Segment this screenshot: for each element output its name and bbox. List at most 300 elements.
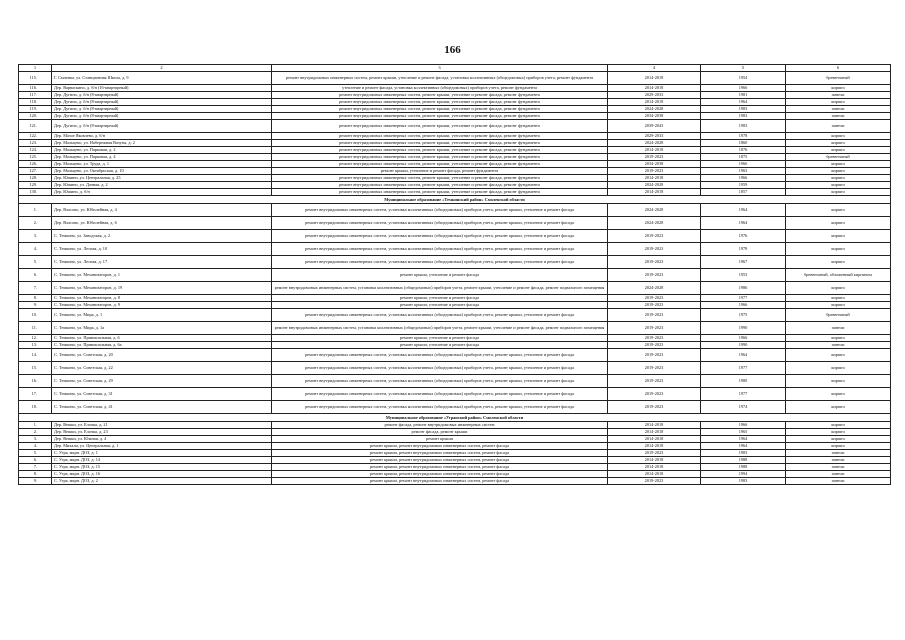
- build-year-cell: 1977: [701, 295, 786, 302]
- build-year-cell: 1994: [701, 471, 786, 478]
- repair-works-cell: ремонт внутридомовых инженерных систем, установка коллективных (общедомовых) приборов учета, ремонт крыши, утепление и ремонт фасада: [272, 204, 608, 217]
- address-cell: С. Темкино, ул. Лесная, д. 17: [52, 256, 272, 269]
- row-number-cell: 18.: [19, 401, 52, 414]
- wall-material-cell: панели: [786, 478, 891, 485]
- build-year-cell: 1964: [701, 217, 786, 230]
- repair-period-cell: 2029-2033: [608, 92, 701, 99]
- row-number-cell: 1.: [19, 422, 52, 429]
- repair-works-cell: ремонт внутридомовых инженерных систем, ремонт крыши, утепление и ремонт фасада, ремонт фундамента: [272, 140, 608, 147]
- address-cell: С. Темкино, ул. Механизаторов, д. 8: [52, 295, 272, 302]
- repair-period-cell: 2039-2043: [608, 120, 701, 133]
- repair-period-cell: 2014-2018: [608, 147, 701, 154]
- address-cell: Дер. Дугино, д. б/н (8-квартирный): [52, 92, 272, 99]
- row-number-cell: 7.: [19, 282, 52, 295]
- repair-works-cell: ремонт внутридомовых инженерных систем, ремонт крыши, утепление и ремонт фасада, ремонт фундамента: [272, 175, 608, 182]
- repair-works-cell: ремонт крыши, ремонт внутридомовых инженерных систем, ремонт фасада: [272, 457, 608, 464]
- repair-works-cell: ремонт крыши, ремонт внутридомовых инженерных систем, ремонт фасада: [272, 471, 608, 478]
- build-year-cell: 1966: [701, 175, 786, 182]
- repair-period-cell: 2019-2023: [608, 269, 701, 282]
- address-cell: С. Угра, мкрн. ДОЗ, д. 1: [52, 450, 272, 457]
- wall-material-cell: кирпич: [786, 204, 891, 217]
- row-number-cell: 12.: [19, 335, 52, 342]
- address-cell: С. Темкино, ул. Советская, д. 41: [52, 401, 272, 414]
- repair-period-cell: 2019-2023: [608, 362, 701, 375]
- wall-material-cell: кирпич: [786, 443, 891, 450]
- address-cell: Дер. Мальцево, ул. Набережная Вазузы, д. 2: [52, 140, 272, 147]
- repair-works-cell: ремонт внутридомовых инженерных систем, ремонт крыши, утепление и ремонт фасада, ремонт фундамента: [272, 189, 608, 196]
- repair-works-cell: ремонт внутридомовых инженерных систем, ремонт крыши, утепление и ремонт фасада, ремонт фундамента: [272, 154, 608, 161]
- row-number-cell: 15.: [19, 362, 52, 375]
- repair-period-cell: 2019-2023: [608, 375, 701, 388]
- table-row: [19, 168, 891, 175]
- wall-material-cell: кирпич: [786, 335, 891, 342]
- table-row: [19, 429, 891, 436]
- address-cell: Дер. Вешки, ул. Елочка, д. 23: [52, 429, 272, 436]
- wall-material-cell: панели: [786, 113, 891, 120]
- table-row: [19, 478, 891, 485]
- wall-material-cell: кирпич: [786, 349, 891, 362]
- column-header: 4: [608, 65, 701, 72]
- repair-period-cell: 2034-2038: [608, 113, 701, 120]
- repair-works-cell: ремонт внутридомовых инженерных систем, ремонт крыши, утепление и ремонт фасада, установка коллективных (общедомовых) приборов учета, ремонт фундамента: [272, 72, 608, 85]
- repair-works-cell: ремонт крыши, ремонт внутридомовых инженерных систем, ремонт фасада: [272, 464, 608, 471]
- wall-material-cell: кирпич: [786, 140, 891, 147]
- row-number-cell: 130.: [19, 189, 52, 196]
- row-number-cell: 5.: [19, 256, 52, 269]
- address-cell: С. Темкино, ул. Механизаторов, д. 19: [52, 282, 272, 295]
- repair-period-cell: 2019-2023: [608, 256, 701, 269]
- build-year-cell: 1983: [701, 113, 786, 120]
- column-number-header-row: [19, 65, 891, 72]
- wall-material-cell: кирпич: [786, 401, 891, 414]
- repair-period-cell: 2019-2023: [608, 243, 701, 256]
- repair-period-cell: 2029-2033: [608, 133, 701, 140]
- wall-material-cell: кирпич: [786, 256, 891, 269]
- row-number-cell: 127.: [19, 168, 52, 175]
- repair-works-cell: ремонт крыши: [272, 436, 608, 443]
- repair-period-cell: 2024-2028: [608, 140, 701, 147]
- wall-material-cell: кирпич: [786, 175, 891, 182]
- row-number-cell: 7.: [19, 464, 52, 471]
- address-cell: С. Темкино, ул. Заводская, д. 2: [52, 230, 272, 243]
- build-year-cell: 1964: [701, 349, 786, 362]
- repair-period-cell: 2024-2028: [608, 204, 701, 217]
- repair-works-cell: ремонт внутридомовых инженерных систем, ремонт крыши, утепление и ремонт фасада, ремонт фундамента: [272, 120, 608, 133]
- repair-period-cell: 2014-2018: [608, 443, 701, 450]
- repair-works-cell: ремонт внутридомовых инженерных систем, установка коллективных (общедомовых) приборов учета, ремонт крыши, утепление и ремонт фасада: [272, 349, 608, 362]
- repair-works-cell: ремонт крыши, ремонт внутридомовых инженерных систем, ремонт фасада: [272, 443, 608, 450]
- row-number-cell: 116.: [19, 85, 52, 92]
- build-year-cell: 1953: [701, 269, 786, 282]
- build-year-cell: 1954: [701, 72, 786, 85]
- repair-period-cell: 2024-2028: [608, 106, 701, 113]
- section-title: Муниципальное образование «Темкинский район» Смоленской области: [19, 196, 891, 204]
- address-cell: С. Темкино, ул. Привокзальная, д. 6а: [52, 342, 272, 349]
- wall-material-cell: бревенчатый: [786, 154, 891, 161]
- repair-works-cell: ремонт фасада, ремонт внутридомовых инженерных систем: [272, 422, 608, 429]
- table-row: [19, 295, 891, 302]
- repair-works-cell: ремонт внутридомовых инженерных систем, установка коллективных (общедомовых) приборов учета, ремонт крыши, утепление и ремонт фасада: [272, 230, 608, 243]
- build-year-cell: 1977: [701, 362, 786, 375]
- row-number-cell: 129.: [19, 182, 52, 189]
- table-row: [19, 464, 891, 471]
- row-number-cell: 14.: [19, 349, 52, 362]
- table-row: [19, 217, 891, 230]
- table-row: [19, 302, 891, 309]
- repair-works-cell: ремонт внутридомовых инженерных систем, ремонт крыши, утепление и ремонт фасада, ремонт фундамента: [272, 182, 608, 189]
- table-row: [19, 99, 891, 106]
- build-year-cell: 1963: [701, 168, 786, 175]
- repair-works-cell: ремонт внутридомовых инженерных систем, ремонт крыши, утепление и ремонт фасада, ремонт фундамента: [272, 92, 608, 99]
- column-header: 1: [19, 65, 52, 72]
- wall-material-cell: кирпич: [786, 295, 891, 302]
- row-number-cell: 115.: [19, 72, 52, 85]
- row-number-cell: 3.: [19, 436, 52, 443]
- address-cell: Дер. Вешки, ул. Елочка, д. 21: [52, 422, 272, 429]
- housing-repair-table: [18, 64, 891, 485]
- address-cell: С. Угра, мкрн. ДОЗ, д. 16: [52, 471, 272, 478]
- repair-period-cell: 2019-2023: [608, 342, 701, 349]
- address-cell: Дер. Михали, ул. Центральная, д. 1: [52, 443, 272, 450]
- address-cell: С. Угра, мкрн. ДОЗ, д. 14: [52, 457, 272, 464]
- address-cell: С. Темкино, ул. Мира, д. 1а: [52, 322, 272, 335]
- table-row: [19, 140, 891, 147]
- address-cell: Дер. Мальцево, ул. Октябрьская, д. 10: [52, 168, 272, 175]
- build-year-cell: 1983: [701, 106, 786, 113]
- row-number-cell: 4.: [19, 243, 52, 256]
- address-cell: С. Темкино, ул. Механизаторов, д. 1: [52, 269, 272, 282]
- build-year-cell: 1964: [701, 204, 786, 217]
- row-number-cell: 6.: [19, 269, 52, 282]
- build-year-cell: 1857: [701, 189, 786, 196]
- build-year-cell: 1966: [701, 335, 786, 342]
- row-number-cell: 119.: [19, 106, 52, 113]
- wall-material-cell: кирпич: [786, 436, 891, 443]
- row-number-cell: 123.: [19, 140, 52, 147]
- table-row: [19, 189, 891, 196]
- row-number-cell: 117.: [19, 92, 52, 99]
- column-header: 3: [272, 65, 608, 72]
- repair-period-cell: 2014-2018: [608, 99, 701, 106]
- table-row: [19, 92, 891, 99]
- table-row: [19, 388, 891, 401]
- wall-material-cell: панели: [786, 106, 891, 113]
- row-number-cell: 126.: [19, 161, 52, 168]
- build-year-cell: 1978: [701, 133, 786, 140]
- repair-works-cell: ремонт внутридомовых инженерных систем, установка коллективных (общедомовых) приборов учета, ремонт крыши, утепление и ремонт фасада: [272, 309, 608, 322]
- table-row: [19, 401, 891, 414]
- repair-period-cell: 2019-2023: [608, 309, 701, 322]
- repair-works-cell: ремонт крыши, утепление и ремонт фасада: [272, 335, 608, 342]
- municipality-section-row: [19, 196, 891, 204]
- wall-material-cell: кирпич: [786, 85, 891, 92]
- wall-material-cell: панели: [786, 471, 891, 478]
- repair-period-cell: 2014-2018: [608, 429, 701, 436]
- row-number-cell: 8.: [19, 295, 52, 302]
- build-year-cell: 1975: [701, 309, 786, 322]
- repair-works-cell: ремонт внутридомовых инженерных систем, установка коллективных (общедомовых) приборов учета, ремонт крыши, утепление и ремонт фасада: [272, 243, 608, 256]
- repair-works-cell: ремонт внутридомовых инженерных систем, установка коллективных (общедомовых) приборов учета, ремонт крыши, утепление и ремонт фасада: [272, 256, 608, 269]
- table-row: [19, 161, 891, 168]
- table-row: [19, 230, 891, 243]
- repair-works-cell: ремонт внутридомовых инженерных систем, установка коллективных (общедомовых) приборов учета, ремонт крыши, утепление и ремонт фасада, ремонт подвального помещения: [272, 322, 608, 335]
- wall-material-cell: кирпич: [786, 429, 891, 436]
- wall-material-cell: кирпич: [786, 99, 891, 106]
- address-cell: С. Темкино, ул. Мира, д. 1: [52, 309, 272, 322]
- build-year-cell: 1967: [701, 256, 786, 269]
- table-row: [19, 322, 891, 335]
- build-year-cell: 1980: [701, 375, 786, 388]
- repair-works-cell: ремонт крыши, утепление и ремонт фасада: [272, 269, 608, 282]
- address-cell: Дер. Власово, ул. Юбилейная, д. 6: [52, 217, 272, 230]
- address-cell: С. Угра, мкрн. ДОЗ, д. 15: [52, 464, 272, 471]
- repair-period-cell: 2024-2028: [608, 217, 701, 230]
- build-year-cell: 1983: [701, 450, 786, 457]
- row-number-cell: 122.: [19, 133, 52, 140]
- table-row: [19, 72, 891, 85]
- wall-material-cell: бревенчатый: [786, 72, 891, 85]
- row-number-cell: 124.: [19, 147, 52, 154]
- repair-works-cell: ремонт крыши, ремонт внутридомовых инженерных систем, ремонт фасада: [272, 450, 608, 457]
- repair-period-cell: 2014-2018: [608, 189, 701, 196]
- repair-period-cell: 2034-2038: [608, 161, 701, 168]
- row-number-cell: 121.: [19, 120, 52, 133]
- table-row: [19, 457, 891, 464]
- repair-works-cell: ремонт внутридомовых инженерных систем, ремонт крыши, утепление и ремонт фасада, ремонт фундамента: [272, 147, 608, 154]
- repair-works-cell: ремонт внутридомовых инженерных систем, ремонт крыши, утепление и ремонт фасада, ремонт фундамента: [272, 133, 608, 140]
- table-body: [19, 65, 891, 485]
- row-number-cell: 9.: [19, 302, 52, 309]
- build-year-cell: 1976: [701, 230, 786, 243]
- table-row: [19, 182, 891, 189]
- row-number-cell: 9.: [19, 478, 52, 485]
- address-cell: С. Угра, мкрн. ДОЗ, д. 2: [52, 478, 272, 485]
- build-year-cell: 1974: [701, 401, 786, 414]
- repair-period-cell: 2019-2023: [608, 450, 701, 457]
- wall-material-cell: кирпич: [786, 189, 891, 196]
- repair-period-cell: 2014-2018: [608, 422, 701, 429]
- wall-material-cell: панели: [786, 457, 891, 464]
- wall-material-cell: кирпич: [786, 217, 891, 230]
- address-cell: Дер. Юшино, ул. Дачная, д. 2: [52, 182, 272, 189]
- build-year-cell: 1875: [701, 154, 786, 161]
- table-row: [19, 204, 891, 217]
- table-row: [19, 106, 891, 113]
- build-year-cell: 1977: [701, 388, 786, 401]
- table-row: [19, 85, 891, 92]
- table-row: [19, 342, 891, 349]
- address-cell: Дер. Дугино, д. б/н (8-квартирный): [52, 113, 272, 120]
- repair-works-cell: ремонт внутридомовых инженерных систем, ремонт крыши, утепление и ремонт фасада, ремонт фундамента: [272, 99, 608, 106]
- wall-material-cell: кирпич: [786, 147, 891, 154]
- build-year-cell: 1964: [701, 99, 786, 106]
- repair-period-cell: 2019-2023: [608, 154, 701, 161]
- build-year-cell: 1990: [701, 322, 786, 335]
- row-number-cell: 11.: [19, 322, 52, 335]
- row-number-cell: 5.: [19, 450, 52, 457]
- table-row: [19, 243, 891, 256]
- build-year-cell: 1990: [701, 342, 786, 349]
- row-number-cell: 125.: [19, 154, 52, 161]
- build-year-cell: 1959: [701, 182, 786, 189]
- repair-period-cell: 2014-2018: [608, 471, 701, 478]
- wall-material-cell: кирпич: [786, 422, 891, 429]
- build-year-cell: 1966: [701, 85, 786, 92]
- table-row: [19, 450, 891, 457]
- wall-material-cell: панели: [786, 120, 891, 133]
- column-header: 6: [786, 65, 891, 72]
- row-number-cell: 2.: [19, 429, 52, 436]
- address-cell: Дер. Варваскино, д. б/н (16-квартирный): [52, 85, 272, 92]
- wall-material-cell: панели: [786, 464, 891, 471]
- repair-period-cell: 2019-2023: [608, 401, 701, 414]
- table-row: [19, 422, 891, 429]
- row-number-cell: 118.: [19, 99, 52, 106]
- address-cell: С. Темкино, ул. Лесная, д. 10: [52, 243, 272, 256]
- row-number-cell: 2.: [19, 217, 52, 230]
- repair-period-cell: 2019-2023: [608, 349, 701, 362]
- address-cell: Дер. Мальцево, ул. Парковая, д. 4: [52, 154, 272, 161]
- municipality-section-row: [19, 414, 891, 422]
- build-year-cell: 1988: [701, 457, 786, 464]
- wall-material-cell: кирпич: [786, 388, 891, 401]
- wall-material-cell: кирпич: [786, 243, 891, 256]
- wall-material-cell: кирпич: [786, 230, 891, 243]
- repair-works-cell: ремонт крыши, утепление и ремонт фасада: [272, 302, 608, 309]
- address-cell: С. Темкино, ул. Советская, д. 31: [52, 388, 272, 401]
- wall-material-cell: панели: [786, 322, 891, 335]
- table-row: [19, 147, 891, 154]
- row-number-cell: 17.: [19, 388, 52, 401]
- repair-period-cell: 2019-2023: [608, 322, 701, 335]
- page-number: 166: [444, 44, 461, 56]
- wall-material-cell: бревенчатый, обложенный кирпичом: [786, 269, 891, 282]
- table-row: [19, 335, 891, 342]
- repair-period-cell: 2019-2023: [608, 302, 701, 309]
- address-cell: Дер. Дугино, д. б/н (8-квартирный): [52, 99, 272, 106]
- wall-material-cell: кирпич: [786, 168, 891, 175]
- address-cell: С. Темкино, ул. Советская, д. 20: [52, 349, 272, 362]
- build-year-cell: 1986: [701, 282, 786, 295]
- row-number-cell: 13.: [19, 342, 52, 349]
- repair-period-cell: 2019-2023: [608, 168, 701, 175]
- repair-works-cell: ремонт крыши, утепление и ремонт фасада: [272, 342, 608, 349]
- build-year-cell: 1988: [701, 464, 786, 471]
- repair-period-cell: 2019-2023: [608, 335, 701, 342]
- repair-works-cell: ремонт крыши, утепление и ремонт фасада: [272, 295, 608, 302]
- table-row: [19, 113, 891, 120]
- repair-works-cell: ремонт внутридомовых инженерных систем, ремонт крыши, утепление и ремонт фасада, ремонт фундамента: [272, 106, 608, 113]
- repair-period-cell: 2014-2018: [608, 72, 701, 85]
- repair-works-cell: ремонт внутридомовых инженерных систем, ремонт крыши, утепление и ремонт фасада, ремонт фундамента: [272, 161, 608, 168]
- repair-period-cell: 2014-2018: [608, 436, 701, 443]
- build-year-cell: 1966: [701, 161, 786, 168]
- table-row: [19, 309, 891, 322]
- repair-works-cell: ремонт внутридомовых инженерных систем, установка коллективных (общедомовых) приборов учета, ремонт крыши, утепление и ремонт фасада: [272, 375, 608, 388]
- table-row: [19, 375, 891, 388]
- row-number-cell: 10.: [19, 309, 52, 322]
- build-year-cell: 1964: [701, 443, 786, 450]
- repair-period-cell: 2014-2018: [608, 457, 701, 464]
- repair-period-cell: 2019-2023: [608, 478, 701, 485]
- table-row: [19, 269, 891, 282]
- wall-material-cell: кирпич: [786, 282, 891, 295]
- repair-period-cell: 2014-2018: [608, 85, 701, 92]
- table-row: [19, 282, 891, 295]
- build-year-cell: 1876: [701, 147, 786, 154]
- address-cell: С. Темкино, ул. Привокзальная, д. 6: [52, 335, 272, 342]
- address-cell: Дер. Власово, ул. Юбилейная, д. 4: [52, 204, 272, 217]
- row-number-cell: 16.: [19, 375, 52, 388]
- wall-material-cell: бревенчатый: [786, 309, 891, 322]
- address-cell: Дер. Мазое Яковлево, д. б/н: [52, 133, 272, 140]
- repair-period-cell: 2019-2023: [608, 230, 701, 243]
- address-cell: Дер. Юшино, ул. Центральная, д. 25: [52, 175, 272, 182]
- repair-period-cell: 2024-2028: [608, 182, 701, 189]
- address-cell: С. Темкино, ул. Механизаторов, д. 9: [52, 302, 272, 309]
- table-row: [19, 436, 891, 443]
- table-row: [19, 362, 891, 375]
- build-year-cell: 1966: [701, 422, 786, 429]
- wall-material-cell: панели: [786, 342, 891, 349]
- row-number-cell: 3.: [19, 230, 52, 243]
- wall-material-cell: кирпич: [786, 161, 891, 168]
- table-row: [19, 120, 891, 133]
- wall-material-cell: панели: [786, 450, 891, 457]
- repair-works-cell: ремонт внутридомовых инженерных систем, установка коллективных (общедомовых) приборов учета, ремонт крыши, утепление и ремонт фасада: [272, 217, 608, 230]
- wall-material-cell: кирпич: [786, 133, 891, 140]
- table-row: [19, 154, 891, 161]
- repair-period-cell: 2019-2023: [608, 388, 701, 401]
- repair-period-cell: 2024-2028: [608, 282, 701, 295]
- table-row: [19, 443, 891, 450]
- repair-period-cell: 2014-2018: [608, 464, 701, 471]
- table-row: [19, 349, 891, 362]
- address-cell: Дер. Мальцево, ул. Труда, д. 1: [52, 161, 272, 168]
- build-year-cell: 1965: [701, 429, 786, 436]
- table-row: [19, 471, 891, 478]
- repair-works-cell: ремонт фасада, ремонт крыши: [272, 429, 608, 436]
- repair-works-cell: ремонт крыши, утепление и ремонт фасада, ремонт фундамента: [272, 168, 608, 175]
- row-number-cell: 4.: [19, 443, 52, 450]
- build-year-cell: 1966: [701, 302, 786, 309]
- address-cell: С. Темкино, ул. Советская, д. 29: [52, 375, 272, 388]
- section-title: Муниципальное образование «Угранский район» Смоленской области: [19, 414, 891, 422]
- row-number-cell: 1.: [19, 204, 52, 217]
- build-year-cell: 1964: [701, 436, 786, 443]
- repair-works-cell: ремонт крыши, ремонт внутридомовых инженерных систем, ремонт фасада: [272, 478, 608, 485]
- row-number-cell: 8.: [19, 471, 52, 478]
- wall-material-cell: кирпич: [786, 302, 891, 309]
- build-year-cell: 1983: [701, 478, 786, 485]
- repair-works-cell: ремонт внутридомовых инженерных систем, установка коллективных (общедомовых) приборов учета, ремонт крыши, утепление и ремонт фасада: [272, 388, 608, 401]
- address-cell: С. Темкино, ул. Советская, д. 22: [52, 362, 272, 375]
- build-year-cell: 1983: [701, 120, 786, 133]
- address-cell: Дер. Юшино, д. б/н: [52, 189, 272, 196]
- wall-material-cell: кирпич: [786, 362, 891, 375]
- row-number-cell: 120.: [19, 113, 52, 120]
- column-header: 2: [52, 65, 272, 72]
- repair-works-cell: утепление и ремонт фасада, установка коллективных (общедомовых) приборов учета, ремонт фундамента: [272, 85, 608, 92]
- repair-works-cell: ремонт внутридомовых инженерных систем, установка коллективных (общедомовых) приборов учета, ремонт крыши, утепление и ремонт фасада: [272, 401, 608, 414]
- address-cell: Дер. Вешки, ул. Южная, д. 4: [52, 436, 272, 443]
- table-row: [19, 256, 891, 269]
- wall-material-cell: кирпич: [786, 182, 891, 189]
- address-cell: Дер. Дугино, д. б/н (8-квартирный): [52, 106, 272, 113]
- wall-material-cell: кирпич: [786, 375, 891, 388]
- repair-works-cell: ремонт внутридомовых инженерных систем, установка коллективных (общедомовых) приборов учета, ремонт крыши, утепление и ремонт фасада, ремонт подвального помещения: [272, 282, 608, 295]
- wall-material-cell: панели: [786, 92, 891, 99]
